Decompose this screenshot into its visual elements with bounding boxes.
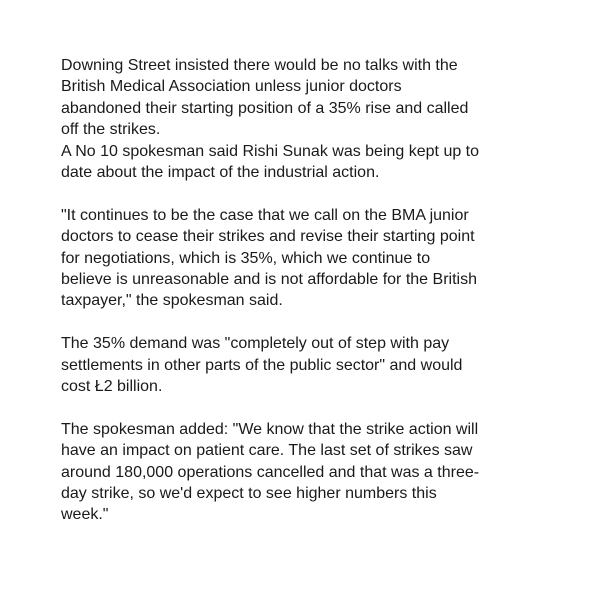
paragraph-quote-bma: "It continues to be the case that we call on the BMA junior doctors to cease their strikes and revise their starting point for negotiations, which is 35%, which we continue to believe is unreasonable and is not affordable for the British taxpayer," the spokesman said. xyxy=(61,206,477,310)
paragraph-spokesman-update: A No 10 spokesman said Rishi Sunak was being kept up to date about the impact of the industrial action. xyxy=(61,142,480,182)
paragraph-demand-cost: The 35% demand was "completely out of step with pay settlements in other parts of the public sector" and would cost Ł2 billion. xyxy=(61,335,463,396)
paragraph-spacer xyxy=(61,312,481,333)
paragraph-spacer xyxy=(61,397,481,418)
paragraph-no-talks: Downing Street insisted there would be no talks with the British Medical Association unless junior doctors abandoned their starting position of a 35% rise and called off the strikes. xyxy=(61,57,469,139)
article-body xyxy=(61,55,481,526)
paragraph-patient-care: The spokesman added: "We know that the strike action will have an impact on patient care. The last set of strikes saw around 180,000 operations cancelled and that was a three-day strike, so we'd expect to see higher numbers this week." xyxy=(61,420,480,524)
paragraph-spacer xyxy=(61,183,481,204)
